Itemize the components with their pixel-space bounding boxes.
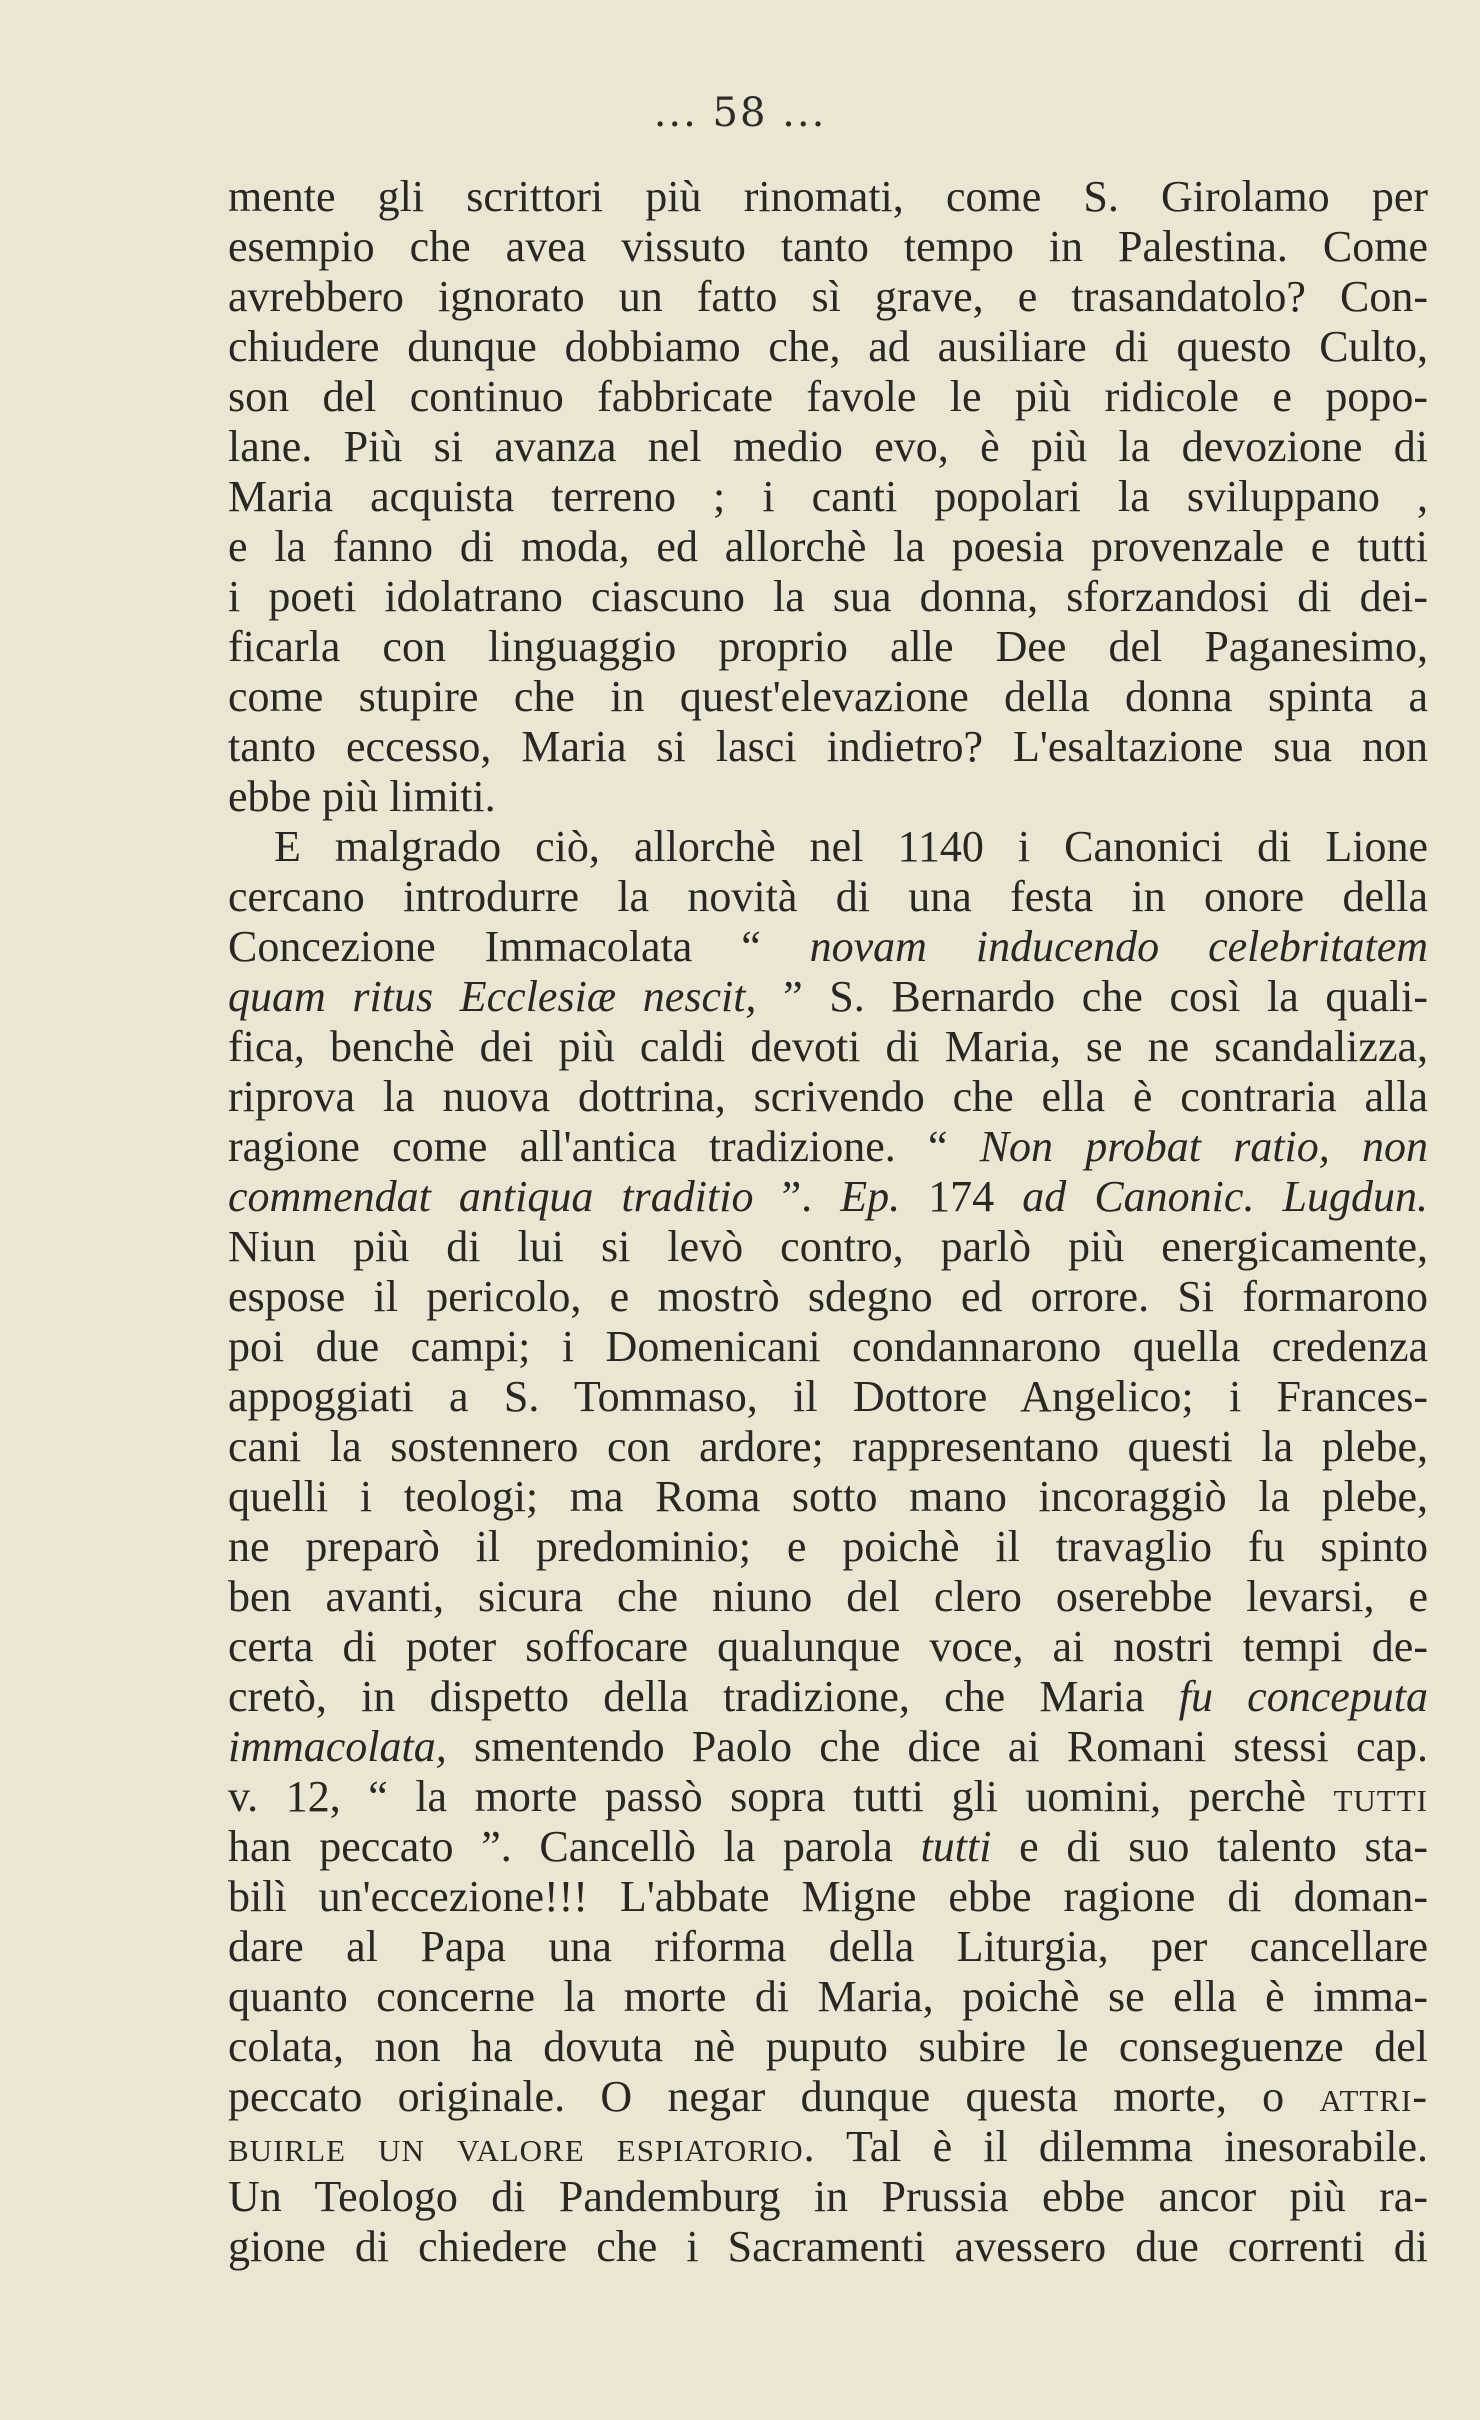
text-line bbox=[228, 672, 1428, 722]
text-segment: espose il pericolo, e mostrò sdegno ed orrore. Si formarono bbox=[228, 1272, 1428, 1321]
text-segment-italic: immacolata, bbox=[228, 1722, 447, 1771]
text-segment: 174 bbox=[900, 1172, 1023, 1221]
text-line bbox=[228, 1272, 1428, 1322]
text-line bbox=[228, 322, 1428, 372]
text-line bbox=[228, 1622, 1428, 1672]
text-line bbox=[228, 2172, 1428, 2222]
text-segment: ben avanti, sicura che niuno del clero oserebbe levarsi, e bbox=[228, 1572, 1428, 1621]
text-segment-smallcaps: attri- bbox=[1319, 2072, 1428, 2121]
text-segment: certa di poter soffocare qualunque voce, ai nostri tempi de- bbox=[228, 1622, 1428, 1671]
text-line bbox=[228, 1872, 1428, 1922]
text-line bbox=[228, 1922, 1428, 1972]
text-line bbox=[228, 522, 1428, 572]
text-line bbox=[228, 972, 1428, 1022]
text-line bbox=[228, 1672, 1428, 1722]
text-segment: v. 12, “ la morte passò sopra tutti gli uomini, perchè bbox=[228, 1772, 1334, 1821]
text-line bbox=[228, 1822, 1428, 1872]
text-segment: mente gli scrittori più rinomati, come S. Girolamo per bbox=[228, 172, 1428, 221]
text-segment: Maria acquista terreno ; i canti popolari la sviluppano , bbox=[228, 472, 1428, 521]
text-segment: ne preparò il predominio; e poichè il travaglio fu spinto bbox=[228, 1522, 1428, 1571]
text-segment-italic: Non probat ratio, non bbox=[979, 1122, 1428, 1171]
text-line bbox=[228, 1222, 1428, 1272]
text-segment: E malgrado ciò, allorchè nel 1140 i Canonici di Lione bbox=[274, 822, 1428, 871]
text-line bbox=[228, 1022, 1428, 1072]
text-line bbox=[228, 1072, 1428, 1122]
text-segment: ”. bbox=[753, 1172, 841, 1221]
text-line bbox=[228, 872, 1428, 922]
text-segment: cani la sostennero con ardore; rappresentano questi la plebe, bbox=[228, 1422, 1428, 1471]
text-segment: come stupire che in quest'elevazione della donna spinta a bbox=[228, 672, 1428, 721]
text-segment: ragione come all'antica tradizione. “ bbox=[228, 1122, 980, 1171]
text-line bbox=[228, 1722, 1428, 1772]
text-line bbox=[228, 1772, 1428, 1822]
text-segment: ebbe più limiti. bbox=[228, 772, 496, 821]
text-segment-italic: novam inducendo celebritatem bbox=[809, 922, 1428, 971]
text-segment: cercano introdurre la novità di una festa in onore della bbox=[228, 872, 1428, 921]
text-segment: e la fanno di moda, ed allorchè la poesia provenzale e tutti bbox=[228, 522, 1428, 571]
text-segment: poi due campi; i Domenicani condannarono quella credenza bbox=[228, 1322, 1428, 1371]
body-text bbox=[228, 172, 1428, 2272]
text-segment-italic: commendat antiqua traditio bbox=[228, 1172, 754, 1221]
text-segment: esempio che avea vissuto tanto tempo in Palestina. Come bbox=[228, 222, 1428, 271]
text-segment: e di suo talento sta- bbox=[991, 1822, 1428, 1871]
text-segment-smallcaps: tutti bbox=[1333, 1772, 1428, 1821]
text-segment: i poeti idolatrano ciascuno la sua donna, sforzandosi di dei- bbox=[228, 572, 1428, 621]
text-segment: tanto eccesso, Maria si lasci indietro? L'esaltazione sua non bbox=[228, 722, 1428, 771]
text-line bbox=[228, 1522, 1428, 1572]
text-segment: avrebbero ignorato un fatto sì grave, e trasandatolo? Con- bbox=[228, 272, 1428, 321]
text-segment: han peccato ”. Cancellò la parola bbox=[228, 1822, 921, 1871]
text-segment: ” S. Bernardo che così la quali- bbox=[756, 972, 1428, 1021]
text-segment: peccato originale. O negar dunque questa morte, o bbox=[228, 2072, 1320, 2121]
text-line bbox=[228, 772, 1428, 822]
text-line bbox=[228, 572, 1428, 622]
text-segment: Tal è il dilemma inesorabile. bbox=[815, 2122, 1428, 2171]
text-segment: fica, benchè dei più caldi devoti di Maria, se ne scandalizza, bbox=[228, 1022, 1428, 1071]
text-segment-italic: ad Canonic. Lugdun. bbox=[1022, 1172, 1428, 1221]
text-line bbox=[228, 422, 1428, 472]
text-segment: Concezione Immacolata “ bbox=[228, 922, 810, 971]
text-line bbox=[228, 2072, 1428, 2122]
text-line bbox=[228, 1122, 1428, 1172]
text-segment: ficarla con linguaggio proprio alle Dee del Paganesimo, bbox=[228, 622, 1428, 671]
text-segment: Niun più di lui si levò contro, parlò più energicamente, bbox=[228, 1222, 1428, 1271]
text-segment: bilì un'eccezione!!! L'abbate Migne ebbe ragione di doman- bbox=[228, 1872, 1428, 1921]
text-segment: quelli i teologi; ma Roma sotto mano incoraggiò la plebe, bbox=[228, 1472, 1428, 1521]
text-line bbox=[228, 2122, 1428, 2172]
text-segment: smentendo Paolo che dice ai Romani stessi cap. bbox=[446, 1722, 1428, 1771]
text-line bbox=[228, 822, 1428, 872]
text-line bbox=[228, 1372, 1428, 1422]
text-line bbox=[228, 2022, 1428, 2072]
text-line bbox=[228, 272, 1428, 322]
text-line bbox=[228, 622, 1428, 672]
text-line bbox=[228, 1422, 1428, 1472]
text-segment: appoggiati a S. Tommaso, il Dottore Angelico; i Frances- bbox=[228, 1372, 1428, 1421]
text-segment: son del continuo fabbricate favole le più ridicole e popo- bbox=[228, 372, 1428, 421]
text-segment: quanto concerne la morte di Maria, poichè se ella è imma- bbox=[228, 1972, 1428, 2021]
text-segment: colata, non ha dovuta nè puputo subire le conseguenze del bbox=[228, 2022, 1428, 2071]
text-segment-italic: quam ritus Ecclesiæ nescit, bbox=[228, 972, 757, 1021]
text-line bbox=[228, 1572, 1428, 1622]
text-segment-italic: Ep. bbox=[840, 1172, 901, 1221]
text-line bbox=[228, 172, 1428, 222]
text-line bbox=[228, 1972, 1428, 2022]
text-segment: gione di chiedere che i Sacramenti avessero due correnti di bbox=[228, 2222, 1428, 2271]
text-line bbox=[228, 922, 1428, 972]
text-segment-italic: fu conceputa bbox=[1178, 1672, 1428, 1721]
text-segment-smallcaps: buirle un valore espiatorio. bbox=[228, 2122, 816, 2171]
text-line bbox=[228, 472, 1428, 522]
text-segment: dare al Papa una riforma della Liturgia, per cancellare bbox=[228, 1922, 1428, 1971]
text-segment-italic: tutti bbox=[920, 1822, 992, 1871]
text-line bbox=[228, 1172, 1428, 1222]
text-line bbox=[228, 2222, 1428, 2272]
text-segment: lane. Più si avanza nel medio evo, è più la devozione di bbox=[228, 422, 1428, 471]
text-line bbox=[228, 1322, 1428, 1372]
page-number: ... 58 ... bbox=[653, 90, 827, 136]
text-segment: riprova la nuova dottrina, scrivendo che ella è contraria alla bbox=[228, 1072, 1428, 1121]
text-line bbox=[228, 1472, 1428, 1522]
text-line bbox=[228, 722, 1428, 772]
text-segment: chiudere dunque dobbiamo che, ad ausiliare di questo Culto, bbox=[228, 322, 1428, 371]
text-line bbox=[228, 372, 1428, 422]
text-segment: cretò, in dispetto della tradizione, che Maria bbox=[228, 1672, 1179, 1721]
text-segment: Un Teologo di Pandemburg in Prussia ebbe ancor più ra- bbox=[228, 2172, 1428, 2221]
text-line bbox=[228, 222, 1428, 272]
